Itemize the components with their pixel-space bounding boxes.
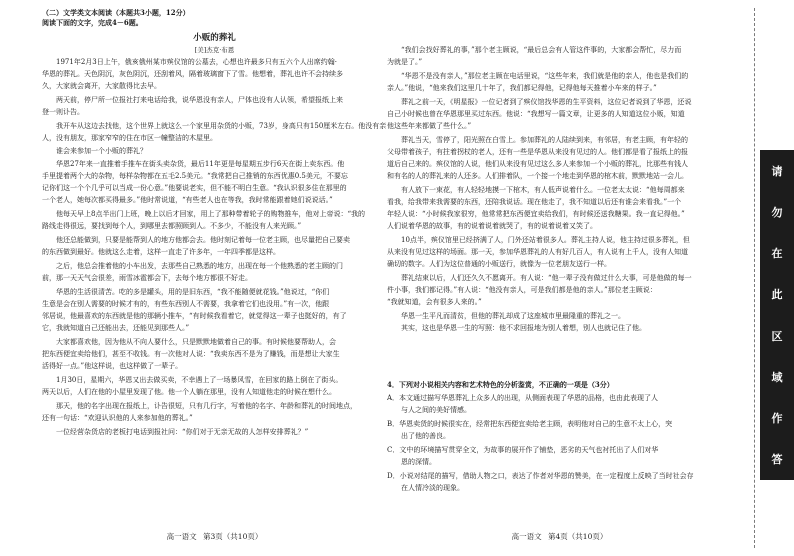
passage-line: 他还总能做到，只要是能帮到人的地方他都会去。他时刻记着每一位老主顾，也尽量把自己要卖 <box>56 236 350 244</box>
question-4-stem: 4．下列对小说相关内容和艺术特色的分析鉴赏，不正确的一项是（3分） <box>387 380 614 389</box>
passage-line: 华恩一生平凡而清贫，但他的葬礼却成了这座城市里最隆重的葬礼之一。 <box>401 312 625 320</box>
reading-instruction: 阅读下面的文字，完成4－6题。 <box>42 18 143 27</box>
left-page <box>42 0 387 556</box>
passage-line: 从来没有见过这样的场面。那一天，参加华恩葬礼的人有好几百人，有人说有上千人，没有人知道 <box>387 248 688 256</box>
passage-line: 他这些年来都做了些什么。” <box>387 122 472 130</box>
passage-line: 人们说着华恩的故事，有的说着说着就哭了，有的说着说着又笑了。 <box>387 222 597 230</box>
passage-line: 华恩的葬礼。天色阴沉，灰色阴沉，还刮着风，隔着玻璃窗下了雪。他想着，葬礼也许不会持续多 <box>42 70 343 78</box>
footer-page-number: 第4页（共10页） <box>548 532 608 541</box>
footer-subject: 高一语文 <box>166 532 197 541</box>
story-author: [美]杰克·布恩 <box>194 46 235 54</box>
seal-char: 答 <box>771 453 783 467</box>
seal-char: 勿 <box>771 205 783 219</box>
option-c: C．文中的环境描写贯穿全文，为故事的展开作了铺垫，恶劣的天气也衬托出了人们对华 <box>387 446 659 454</box>
seal-char: 此 <box>771 288 783 302</box>
passage-line: 自己小时候也曾在华恩那里买过东西。他说：“我想写一篇文章，让更多的人知道这位小贩，知道 <box>387 110 685 118</box>
passage-line: 亲人。”他说，“他来我们这里几十年了，我们都记得他，记得他每天推着小车来的样子。” <box>387 84 657 92</box>
passage-line: 还有一句话：“欢迎认识他的人来参加他的葬礼。” <box>42 414 193 422</box>
passage-line: 两天以后，人们在他的小屋里发现了他。他一个人躺在那里，没有人知道他走的时候在想什么。 <box>42 388 336 396</box>
seal-char: 请 <box>771 164 783 178</box>
passage-line: 道后自己来的。殡仪馆的人说，他们从来没有见过这么多人来参加一个小贩的葬礼，比那些有钱人 <box>387 160 688 168</box>
passage-line: 记你们这一个个几乎可以当成一份心意。”他要说老实，但不能不明白生意。“我认识很多住在那里的 <box>42 184 347 192</box>
passage-line: “我们会找好葬礼的事，”那个老主顾说，“最后总会有人管这件事的，大家都会帮忙，尽力而 <box>401 46 682 54</box>
passage-line: 路线走得很远，要找到每个人，到哪里去都照顾到人。不多少，不能没有人来光顾。” <box>42 222 302 230</box>
passage-line: 为就是了。” <box>387 58 423 66</box>
passage-line: 手里提着两个大的杂物，每样杂物都在五毛2.5美元。“我常把自己推销的东西优惠0.5美元，不要忘 <box>42 172 348 180</box>
passage-line: 人，没有朋友，那家窄窄的住在市区一幢整洁的木屋里。 <box>42 134 217 142</box>
option-b: B．华恩卖货的时候很实在，经常把东西便宜卖给老主顾，表明他对自己的生意不太上心，突 <box>387 420 673 428</box>
passage-line: 10点半，殡仪馆里已经挤满了人，门外还站着很多人。葬礼主持人说，他主持过很多葬礼，但 <box>401 236 690 244</box>
passage-line: 葬礼当天，雪停了，阳光照在白雪上。参加葬礼的人陆续到来，有邻居，有老主顾，有年轻的 <box>401 136 688 144</box>
seal-char: 区 <box>771 329 783 343</box>
passage-line: 他每天早上8点半出门上班，晚上以后才回家，用上了那种带着轮子的购物推车，他对上帝说：“我的 <box>56 210 366 218</box>
passage-line: 父母带着孩子，有拄着拐杖的老人，还有一些是华恩从来没有见过的人。他们都是看了报纸上的报 <box>387 148 688 156</box>
passage-line: 和有名的人的葬礼来的人还多。人们排着队，一个接一个地走到华恩的棺木前，默默地站一会儿。 <box>387 172 688 180</box>
option-d: D．小说对结尾的描写，借助人物之口，表达了作者对华恩的赞美，在一定程度上反映了当时社会存 <box>387 472 694 480</box>
passage-line: “华恩不是没有亲人，”那位老主顾在电话里说，“这些年来，我们就是他的亲人，他也是我们的 <box>401 72 689 80</box>
passage-line: 有人放下一束花，有人轻轻地摸一下棺木，有人低声说着什么。一位老太太说：“他每周都来 <box>401 186 685 194</box>
passage-line: “我就知道，会有很多人来的。” <box>387 298 482 306</box>
passage-line: 之后，他总会推着他的小车出发，去那些自己熟悉的地方，出现在每一个他熟悉的老主顾的门 <box>56 262 343 270</box>
passage-line: 登一则讣告。 <box>42 108 84 116</box>
section-header: （二）文学类文本阅读（本题共3小题，12分） <box>42 8 190 17</box>
passage-line: 两天前，停尸所一位报社打来电话给我，说华恩没有亲人，尸体也没有人认领，希望报纸上来 <box>56 96 343 104</box>
option-a: A．本文通过描写华恩葬礼上众多人的出现，从侧面表现了华恩的品格，也由此表现了人 <box>387 394 659 402</box>
passage-line: 大家都喜欢他，因为他从不向人要什么，只是默默地做着自己的事。有时候他要帮助人，会 <box>56 338 336 346</box>
passage-line: 葬礼结束以后，人们还久久不愿离开。有人说：“他一辈子没有做过什么大事，可是他做的每一 <box>401 274 692 282</box>
passage-line: 活得好一点。”他这样说，也这样做了一辈子。 <box>42 362 183 370</box>
passage-line: 生意是会在别人需要的时候才有的，有些东西别人不需要，我拿着它们也没用。”有一次，他跟 <box>42 300 330 308</box>
passage-line: 葬礼之前一天，《明星报》一位记者到了殡仪馆找华恩的生平资料，这位记者说到了华恩，还说 <box>401 98 692 106</box>
binding-strip <box>740 0 794 556</box>
passage-line: 谁会来参加一个小贩的葬礼？ <box>56 147 147 155</box>
passage-line: 件小事，我们都记得。”有人说：“他没有亲人，可是我们都是他的亲人。”那位老主顾说： <box>387 286 657 294</box>
passage-line: 看我，给我带来我需要的东西，还陪我说话。现在他走了，我不知道以后还有谁会来看我。”一个 <box>387 198 682 206</box>
cut-line <box>754 8 755 548</box>
seal-char: 在 <box>771 247 783 261</box>
passage-line: 我开车从这边去找他，这个世界上就这么一个家里用杂货的小贩，73岁，身高只有150厘米左右。他没有亲 <box>56 122 387 130</box>
passage-line: 前，那一天天气会很差，雨雪冰雹都会下，去每个地方都很不好走。 <box>42 274 252 282</box>
passage-line: 邻居说，他最喜欢的东西就是他的那辆小推车，“有时候我看着它，就觉得这一辈子也挺好的，有了 <box>42 312 347 320</box>
option-b-cont: 出了他的善良。 <box>387 432 450 440</box>
passage-line: 一位经营杂货店的老板打电话到报社问：“你们对于无亲无故的人怎样安排葬礼？” <box>56 428 309 436</box>
option-d-cont: 在人情冷淡的现象。 <box>387 484 464 492</box>
passage-line: 久，大家就会离开，大家散得比去早。 <box>42 82 161 90</box>
passage-line: 一个老人，她每次都买得最多。”他时常说道，“有些老人也在等我，我时常能跟着她们说说话。” <box>42 196 333 204</box>
passage-line: 它，我就知道自己还能出去，还能见到那些人。” <box>42 324 190 332</box>
passage-line: 把东西便宜卖给他们，甚至不收钱。有一次他对人说：“我卖东西不是为了赚钱，而是想让大家生 <box>42 350 340 358</box>
right-page <box>387 0 732 556</box>
passage-line: 那天，他的名字出现在报纸上，讣告很短，只有几行字，写着他的名字、年龄和葬礼的时间地点， <box>56 402 357 410</box>
passage-line: 年轻人说：“小时候我家很穷，他常常把东西便宜卖给我们，有时候还送我糖果。我一直记得他。” <box>387 210 685 218</box>
passage-line: 其实，这也是华恩一生的写照：他不求回报地为别人着想，别人也就记住了他。 <box>401 324 646 332</box>
seal-char: 域 <box>771 370 783 384</box>
seal-char: 作 <box>771 412 783 426</box>
story-title: 小贩的葬礼 <box>193 33 236 43</box>
passage-line: 1月30日，星期六，华恩又出去做买卖，不幸遇上了一场暴风雪，在回家的路上倒在了街头。 <box>56 376 343 384</box>
page-footer <box>42 532 387 542</box>
footer-subject: 高一语文 <box>511 532 542 541</box>
footer-page-number: 第3页（共10页） <box>203 532 263 541</box>
no-answer-zone <box>760 150 794 480</box>
passage-line: 华恩的生活很清苦。吃的多是罐头，用的是旧东西，“我不能随便就花钱。”他说过，“你们 <box>56 288 330 296</box>
option-c-cont: 恩的深情。 <box>387 458 436 466</box>
page-footer <box>387 532 732 542</box>
passage-line: 的东西做到最好。他就这么走着，这样一直走了许多年，一年四季都是这样。 <box>42 248 280 256</box>
passage-line: 华恩27年来一直推着手推车在街头卖杂货，最后11年更是每星期五步行6天在街上卖东西。他 <box>56 160 345 168</box>
passage-line: 1971年2月3日上午，俄亥俄州某市殡仪馆的公墓去，心想也许最多只有五六个人出席约翰· <box>56 58 337 66</box>
passage-line: 确切的数字。人们为这位普通的小贩送行，就像为一位老朋友送行一样。 <box>387 260 611 268</box>
option-a-cont: 与人之间的美好情感。 <box>387 406 471 414</box>
